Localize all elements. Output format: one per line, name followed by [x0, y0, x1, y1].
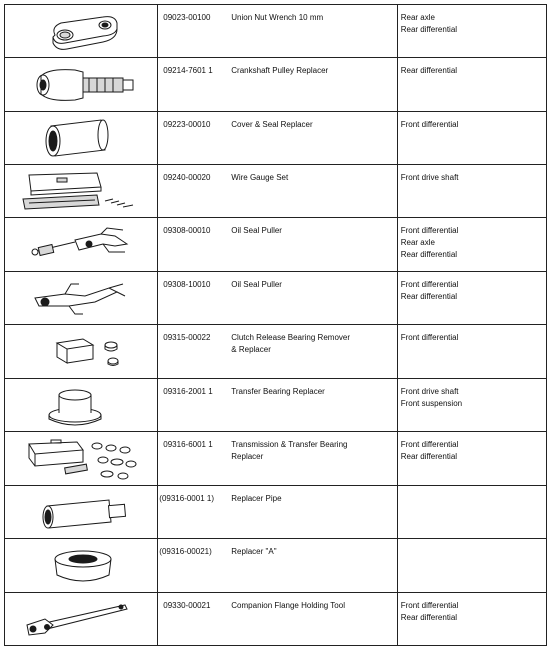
- tool-use-cell: [397, 218, 546, 272]
- use-item: Rear axle: [400, 13, 435, 22]
- tool-illustration-cell: [5, 593, 158, 646]
- clutch-release-bearing-tool-icon: [5, 325, 155, 377]
- table-row: [5, 593, 547, 646]
- table-row: [5, 432, 547, 486]
- use-item: Rear axle: [400, 238, 435, 247]
- part-number: (09316-00021): [159, 547, 212, 556]
- table-row: [5, 218, 547, 272]
- use-item: Rear differential: [400, 25, 458, 34]
- tool-name: Cover & Seal Replacer: [231, 120, 313, 129]
- use-item: Rear differential: [400, 613, 458, 622]
- tool-illustration-cell: [5, 379, 158, 432]
- part-number: 09315-00022: [163, 333, 211, 342]
- table-row: [5, 112, 547, 165]
- part-number: 09330-00021: [163, 601, 211, 610]
- part-number: 09214-7601 1: [163, 66, 213, 75]
- table-row: [5, 5, 547, 58]
- table-row: [5, 58, 547, 112]
- replacer-a-icon: [5, 539, 155, 591]
- tool-info-cell: [158, 379, 397, 432]
- tool-use-cell: [397, 272, 546, 325]
- use-item: Front differential: [400, 601, 459, 610]
- tool-name: Union Nut Wrench 10 mm: [231, 13, 324, 22]
- part-number: (09316-0001 1): [159, 494, 214, 503]
- tool-use-cell: [397, 165, 546, 218]
- tool-illustration-cell: [5, 272, 158, 325]
- use-item: Rear differential: [400, 292, 458, 301]
- use-item: Front differential: [400, 226, 459, 235]
- tool-use-cell: [397, 432, 546, 486]
- tool-name: Clutch Release Bearing Remover & Replacer: [231, 333, 351, 354]
- tool-illustration-cell: [5, 539, 158, 593]
- tool-use-cell: [397, 325, 546, 379]
- table-row: [5, 486, 547, 539]
- crankshaft-pulley-replacer-icon: [5, 58, 155, 110]
- special-service-tools-table: [4, 4, 547, 646]
- use-item: Front differential: [400, 120, 459, 129]
- tool-use-cell: [397, 593, 546, 646]
- tool-illustration-cell: [5, 165, 158, 218]
- tool-use-cell: [397, 58, 546, 112]
- use-item: Front differential: [400, 333, 459, 342]
- tool-use-cell: [397, 539, 546, 593]
- tool-info-cell: [158, 5, 397, 58]
- oil-seal-puller-icon: [5, 272, 155, 324]
- use-item: Front suspension: [400, 399, 463, 408]
- use-item: Rear differential: [400, 452, 458, 461]
- tool-name: Replacer Pipe: [231, 494, 282, 503]
- tool-illustration-cell: [5, 5, 158, 58]
- table-row: [5, 165, 547, 218]
- tool-illustration-cell: [5, 58, 158, 112]
- use-item: Front differential: [400, 280, 459, 289]
- table-row: [5, 379, 547, 432]
- tool-illustration-cell: [5, 325, 158, 379]
- tool-info-cell: [158, 272, 397, 325]
- use-item: Front differential: [400, 440, 459, 449]
- tool-name: Replacer "A": [231, 547, 277, 556]
- tool-name: Wire Gauge Set: [231, 173, 289, 182]
- tool-name: Transmission & Transfer Bearing Replacer: [231, 440, 348, 461]
- tool-name: Crankshaft Pulley Replacer: [231, 66, 329, 75]
- tool-info-cell: [158, 432, 397, 486]
- union-nut-wrench-icon: [5, 5, 155, 57]
- replacer-pipe-icon: [5, 486, 155, 538]
- tool-info-cell: [158, 486, 397, 539]
- tool-use-cell: [397, 379, 546, 432]
- tool-name: Companion Flange Holding Tool: [231, 601, 345, 610]
- tool-illustration-cell: [5, 486, 158, 539]
- tool-info-cell: [158, 112, 397, 165]
- tool-illustration-cell: [5, 432, 158, 486]
- cover-seal-replacer-icon: [5, 112, 155, 164]
- part-number: 09316-6001 1: [163, 440, 213, 449]
- wire-gauge-set-icon: [5, 165, 155, 217]
- tool-illustration-cell: [5, 218, 158, 272]
- tool-name: Oil Seal Puller: [231, 226, 282, 235]
- part-number: 09223-00010: [163, 120, 211, 129]
- use-item: Rear differential: [400, 66, 458, 75]
- tool-name: Oil Seal Puller: [231, 280, 282, 289]
- table-row: [5, 272, 547, 325]
- tool-info-cell: [158, 325, 397, 379]
- use-item: Rear differential: [400, 250, 458, 259]
- part-number: 09308-10010: [163, 280, 211, 289]
- use-item: Front drive shaft: [400, 173, 459, 182]
- tool-info-cell: [158, 539, 397, 593]
- tool-info-cell: [158, 58, 397, 112]
- use-item: Front drive shaft: [400, 387, 459, 396]
- table-row: [5, 539, 547, 593]
- oil-seal-puller-icon: [5, 218, 155, 270]
- part-number: 09240-00020: [163, 173, 211, 182]
- part-number: 09308-00010: [163, 226, 211, 235]
- tool-name: Transfer Bearing Replacer: [231, 387, 325, 396]
- tool-use-cell: [397, 486, 546, 539]
- part-number: 09316-2001 1: [163, 387, 213, 396]
- tool-use-cell: [397, 5, 546, 58]
- transfer-bearing-replacer-icon: [5, 379, 155, 431]
- transmission-bearing-replacer-set-icon: [5, 432, 155, 484]
- tool-illustration-cell: [5, 112, 158, 165]
- companion-flange-holding-tool-icon: [5, 593, 155, 645]
- part-number: 09023-00100: [163, 13, 211, 22]
- tool-info-cell: [158, 218, 397, 272]
- tool-info-cell: [158, 593, 397, 646]
- table-row: [5, 325, 547, 379]
- tool-info-cell: [158, 165, 397, 218]
- tool-use-cell: [397, 112, 546, 165]
